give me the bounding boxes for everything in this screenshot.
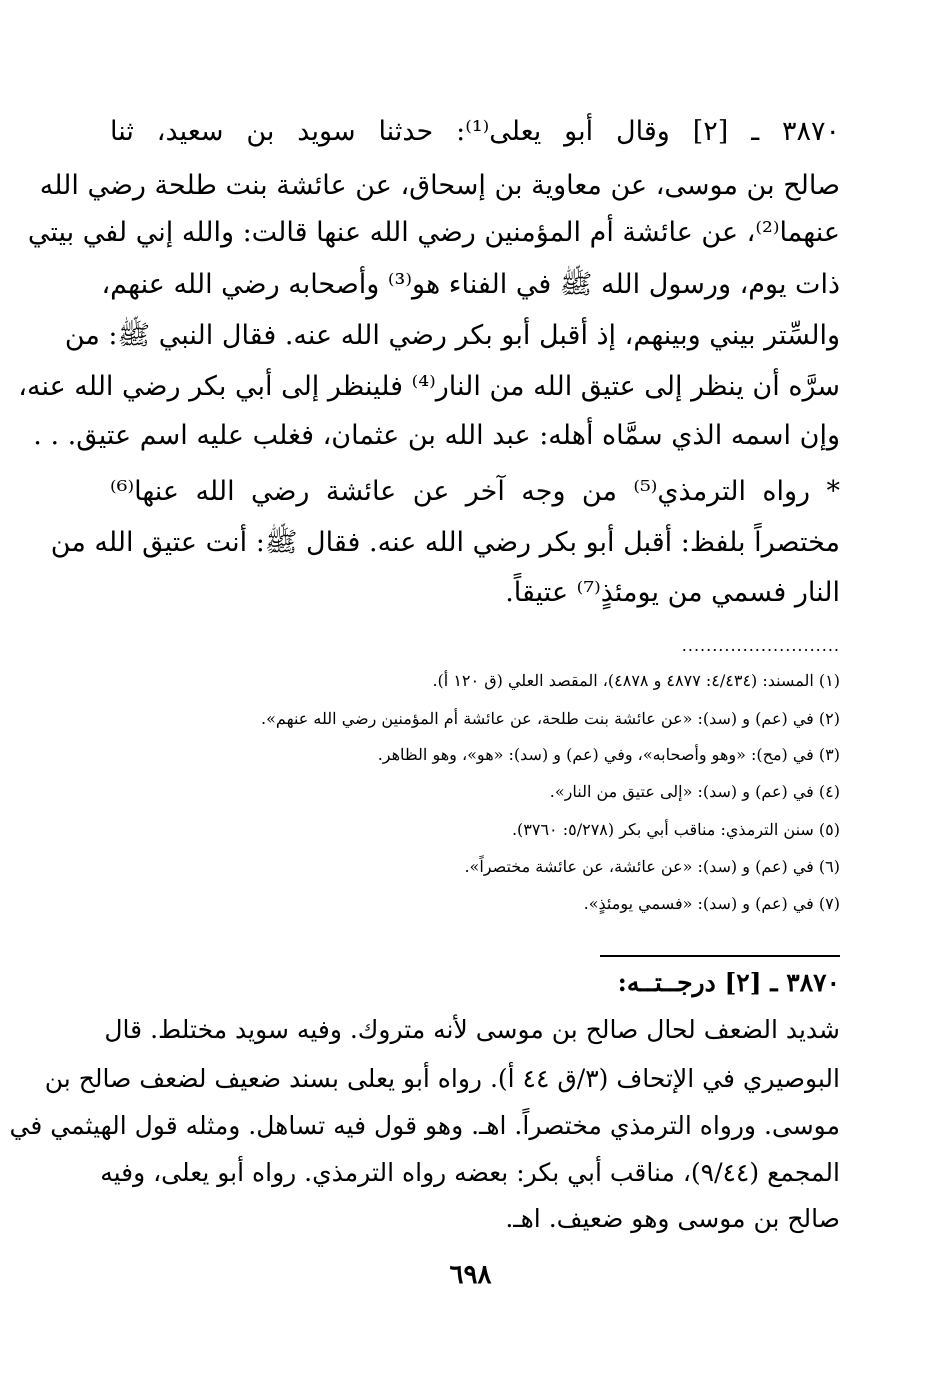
footnote: (١) المسند: (٤/٤٣٤: ٤٨٧٧ و ٤٨٧٨)، المقصد العلي (ق ١٢٠ أ).	[432, 671, 840, 690]
footnote-separator: ..........................	[681, 636, 840, 655]
footnote: (٦) في (عم) و (سد): «عن عائشة، عن عائشة مختصراً».	[464, 857, 840, 876]
grading-line: صالح بن موسى وهو ضعيف. اهـ.	[505, 1204, 840, 1233]
grading-line: البوصيري في الإتحاف (٣/ق ٤٤ أ). رواه أبو يعلى بسند ضعيف لضعف صالح بن	[44, 1064, 840, 1093]
hadith-line: ٣٨٧٠ ـ [٢] وقال أبو يعلى⁽¹⁾: حدثنا سويد بن سعيد، ثنا	[110, 116, 841, 147]
tirmidhi-line: * رواه الترمذي⁽⁵⁾ من وجه آخر عن عائشة رضي الله عنها⁽⁶⁾	[110, 476, 840, 507]
tirmidhi-line: مختصراً بلفظ: أقبل أبو بكر رضي الله عنه. فقال ﷺ: أنت عتيق الله من	[50, 527, 840, 558]
footnote: (٣) في (مح): «وهو وأصحابه»، وفي (عم) و (سد): «هو»، وهو الظاهر.	[377, 745, 840, 764]
footnote: (٧) في (عم) و (سد): «فسمي يومئذٍ».	[583, 894, 840, 913]
grading-line: المجمع (٩/٤٤)، مناقب أبي بكر: بعضه رواه الترمذي. رواه أبو يعلى، وفيه	[100, 1158, 840, 1187]
grading-heading: ٣٨٧٠ ـ [٢] درجــتــه:	[617, 968, 840, 997]
page-number: ٦٩٨	[449, 1260, 492, 1290]
footnote: (٢) في (عم) و (سد): «عن عائشة بنت طلحة، عن عائشة أم المؤمنين رضي الله عنهم».	[261, 709, 840, 728]
hadith-line: عنهما⁽²⁾، عن عائشة أم المؤمنين رضي الله عنها قالت: والله إني لفي بيتي	[27, 217, 840, 248]
hadith-line: سرَّه أن ينظر إلى عتيق الله من النار⁽⁴⁾ فلينظر إلى أبي بكر رضي الله عنه،	[18, 371, 840, 402]
footnote: (٥) سنن الترمذي: مناقب أبي بكر (٥/٢٧٨: ٣٧٦٠).	[511, 820, 840, 839]
grading-line: موسى. ورواه الترمذي مختصراً. اهـ. وهو قول فيه تساهل. ومثله قول الهيثمي في	[9, 1111, 840, 1140]
hadith-line: والسِّتر بيني وبينهم، إذ أقبل أبو بكر رضي الله عنه. فقال النبي ﷺ: من	[64, 320, 840, 351]
section-divider	[600, 955, 840, 957]
hadith-line: ذات يوم، ورسول الله ﷺ في الفناء هو⁽³⁾ وأصحابه رضي الله عنهم،	[101, 269, 840, 300]
hadith-line: صالح بن موسى، عن معاوية بن إسحاق، عن عائشة بنت طلحة رضي الله	[39, 170, 840, 201]
tirmidhi-line: النار فسمي من يومئذٍ⁽⁷⁾ عتيقاً.	[505, 577, 840, 608]
grading-line: شديد الضعف لحال صالح بن موسى لأنه متروك. وفيه سويد مختلط. قال	[104, 1015, 840, 1044]
hadith-line: وإن اسمه الذي سمَّاه أهله: عبد الله بن عثمان، فغلب عليه اسم عتيق. . .	[33, 420, 840, 451]
footnote: (٤) في (عم) و (سد): «إلى عتيق من النار».	[549, 782, 840, 801]
